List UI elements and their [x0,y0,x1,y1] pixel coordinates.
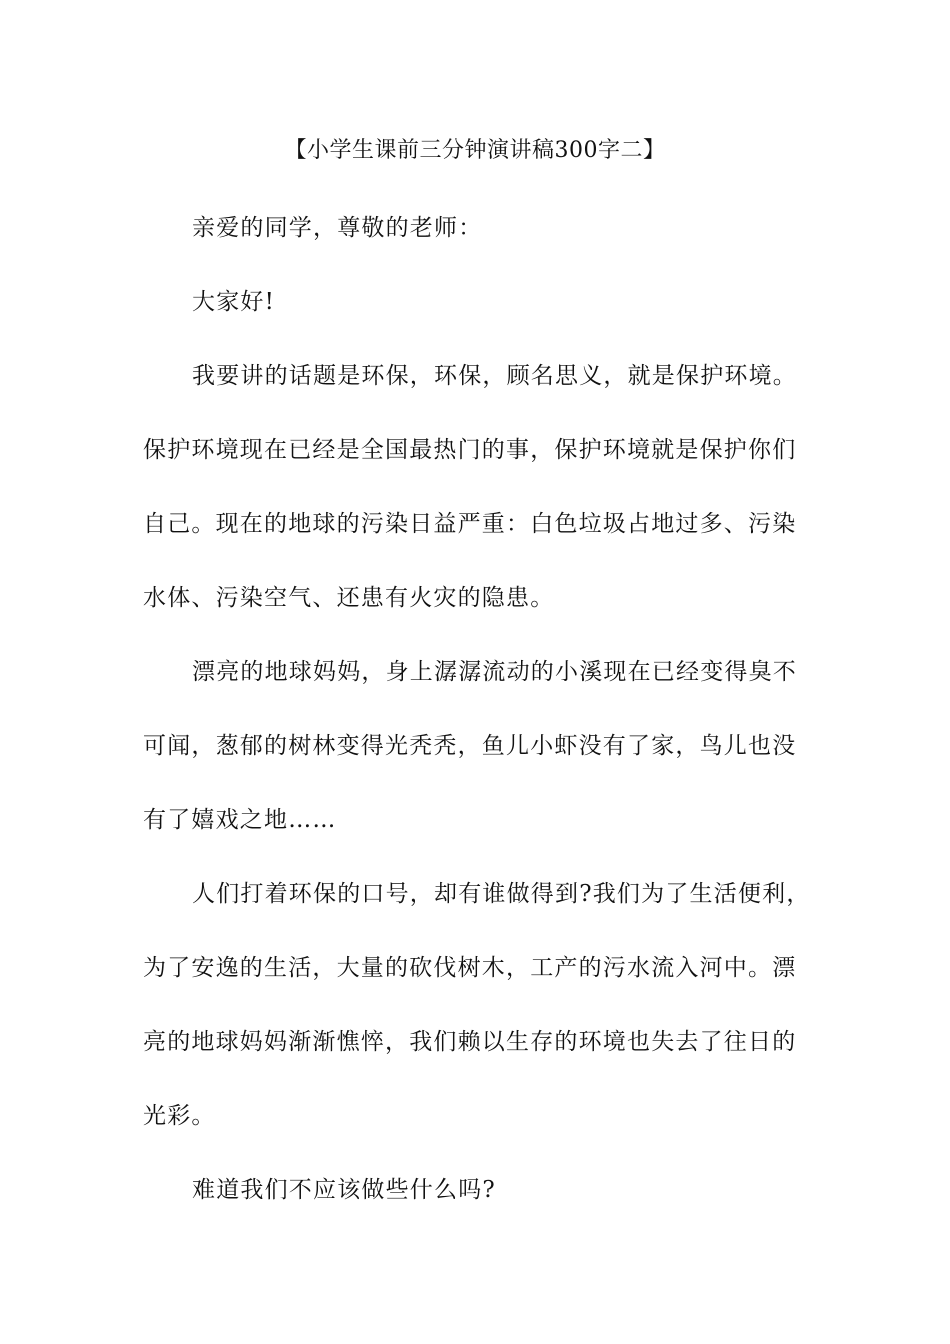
salutation-line: 亲爱的同学，尊敬的老师： [192,215,483,241]
paragraph-4-line-1: 难道我们不应该做些什么吗? [192,1177,496,1203]
paragraph-1-line-3: 自己。现在的地球的污染日益严重：白色垃圾占地过多、污染 [143,511,797,537]
paragraph-2-line-1: 漂亮的地球妈妈，身上潺潺流动的小溪现在已经变得臭不 [192,659,797,685]
paragraph-1-line-1: 我要讲的话题是环保，环保，顾名思义，就是保护环境。 [192,363,797,389]
greeting-line: 大家好! [192,289,276,315]
paragraph-1-line-2: 保护环境现在已经是全国最热门的事，保护环境就是保护你们 [143,437,797,463]
paragraph-2-line-3: 有了嬉戏之地…… [143,807,337,833]
paragraph-3-line-3: 亮的地球妈妈渐渐憔悴，我们赖以生存的环境也失去了往日的 [143,1029,797,1055]
paragraph-1-line-4: 水体、污染空气、还患有火灾的隐患。 [143,585,555,611]
paragraph-2-line-2: 可闻，葱郁的树林变得光秃秃，鱼儿小虾没有了家，鸟儿也没 [143,733,797,759]
page-title: 【小学生课前三分钟演讲稿300字二】 [284,138,666,163]
paragraph-3-line-2: 为了安逸的生活，大量的砍伐树木，工产的污水流入河中。漂 [143,955,797,981]
paragraph-3-line-4: 光彩。 [143,1103,216,1129]
paragraph-3-line-1: 人们打着环保的口号，却有谁做得到?我们为了生活便利， [192,881,811,907]
